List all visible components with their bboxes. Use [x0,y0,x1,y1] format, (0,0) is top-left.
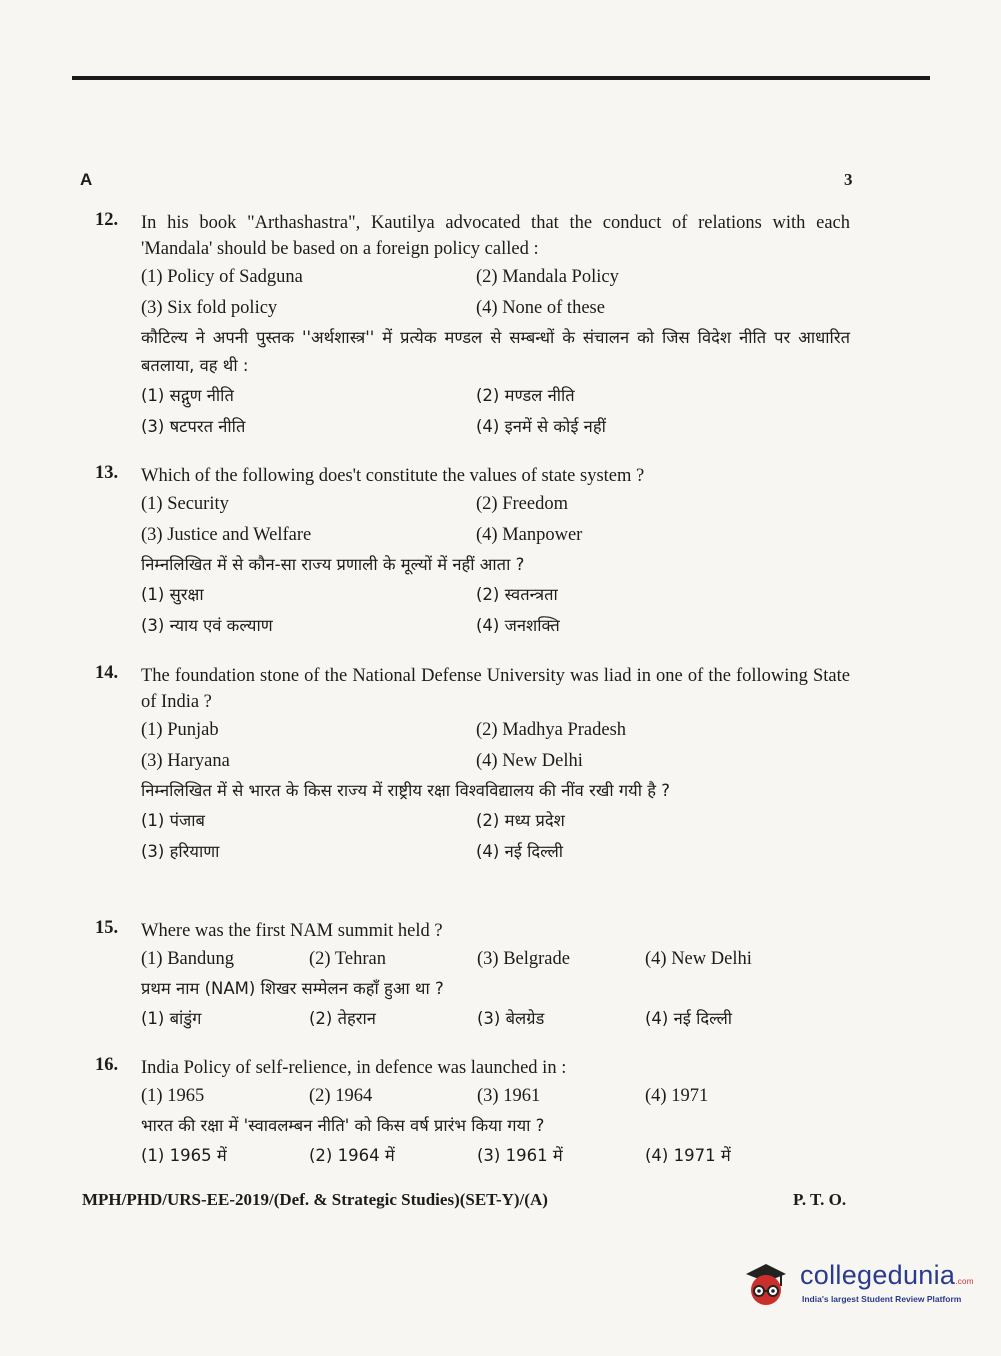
question-text-en: Where was the first NAM summit held ? [141,921,443,941]
option-2-en: (2) Mandala Policy [476,267,619,287]
top-rule [72,76,930,80]
option-4-en: (4) None of these [476,298,605,318]
set-letter: A [80,170,93,189]
option-2-en: (2) Madhya Pradesh [476,720,627,740]
brand-tagline: India's largest Student Review Platform [802,1294,962,1304]
option-4-hi: (4) जनशक्ति [476,616,560,635]
collegedunia-logo [740,1254,974,1314]
option-4-hi: (4) इनमें से कोई नहीं [476,417,606,436]
option-1-hi: (1) पंजाब [141,811,205,830]
question-13 [95,463,850,641]
option-2-en: (2) Freedom [476,494,568,514]
question-number: 15. [95,918,119,938]
option-3-hi: (3) न्याय एवं कल्याण [141,616,273,635]
option-3-en: (3) Belgrade [477,949,570,969]
question-number: 13. [95,463,119,483]
brand-name: collegedunia.com [800,1260,974,1290]
question-number: 16. [95,1055,119,1075]
option-1-hi: (1) 1965 में [141,1146,227,1165]
question-text-hi: भारत की रक्षा में 'स्वावलम्बन नीति' को किस वर्ष प्रारंभ किया गया ? [141,1116,545,1135]
option-2-en: (2) Tehran [309,949,386,969]
option-1-en: (1) 1965 [141,1086,205,1106]
option-1-en: (1) Policy of Sadguna [141,267,303,287]
option-3-en: (3) Six fold policy [141,298,278,318]
option-1-hi: (1) सद्गुण नीति [141,386,234,405]
option-2-en: (2) 1964 [309,1086,373,1106]
question-number: 12. [95,210,119,230]
pto-label: P. T. O. [793,1190,847,1209]
option-2-hi: (2) 1964 में [309,1146,395,1165]
question-text-en: In his book "Arthashastra", Kautilya advocated that the conduct of relations with each 'Mandala' should be based on a foreign policy called : [141,213,850,259]
option-4-en: (4) New Delhi [476,751,583,771]
option-3-hi: (3) 1961 में [477,1146,563,1165]
option-1-en: (1) Bandung [141,949,234,969]
option-1-en: (1) Punjab [141,720,219,740]
option-3-en: (3) Justice and Welfare [141,525,312,545]
option-4-hi: (4) नई दिल्ली [476,842,564,861]
option-4-en: (4) 1971 [645,1086,709,1106]
option-2-hi: (2) स्वतन्त्रता [476,585,558,604]
option-2-hi: (2) तेहरान [309,1009,376,1028]
option-1-hi: (1) सुरक्षा [141,585,204,604]
question-text-en: India Policy of self-relience, in defence was launched in : [141,1058,567,1078]
question-16 [95,1055,850,1171]
option-4-en: (4) Manpower [476,525,583,545]
option-3-en: (3) 1961 [477,1086,541,1106]
question-text-hi: निम्नलिखित में से भारत के किस राज्य में राष्ट्रीय रक्षा विश्वविद्यालय की नींव रखी गयी है ? [141,781,671,800]
option-2-hi: (2) मध्य प्रदेश [476,811,565,830]
option-1-hi: (1) बांडुंग [141,1009,202,1028]
paper-code: MPH/PHD/URS-EE-2019/(Def. & Strategic Studies)(SET-Y)/(A) [82,1190,548,1209]
option-3-hi: (3) षटपरत नीति [141,417,246,436]
option-3-hi: (3) हरियाणा [141,842,220,861]
question-text-en: The foundation stone of the National Defense University was liad in one of the following State of India ? [141,666,850,712]
option-4-hi: (4) 1971 में [645,1146,731,1165]
option-4-hi: (4) नई दिल्ली [645,1009,733,1028]
question-text-hi: प्रथम नाम (NAM) शिखर सम्मेलन कहाँ हुआ था ? [141,979,444,998]
question-12 [95,210,850,442]
option-2-hi: (2) मण्डल नीति [476,386,575,405]
option-3-en: (3) Haryana [141,751,230,771]
mascot-icon [740,1260,788,1308]
brand-domain: .com [955,1277,974,1286]
page-number: 3 [844,170,853,189]
question-15 [95,918,850,1034]
option-1-en: (1) Security [141,494,229,514]
question-text-en: Which of the following does't constitute the values of state system ? [141,466,645,486]
option-3-hi: (3) बेलग्रेड [477,1009,545,1028]
option-4-en: (4) New Delhi [645,949,752,969]
question-number: 14. [95,663,119,683]
question-text-hi: निम्नलिखित में से कौन-सा राज्य प्रणाली के मूल्यों में नहीं आता ? [141,555,525,574]
question-text-hi: कौटिल्य ने अपनी पुस्तक ''अर्थशास्त्र'' में प्रत्येक मण्डल से सम्बन्धों के संचालन को जिस विदेश नीति पर आधारित बतलाया, वह थी : [141,328,850,375]
question-14 [95,663,850,867]
